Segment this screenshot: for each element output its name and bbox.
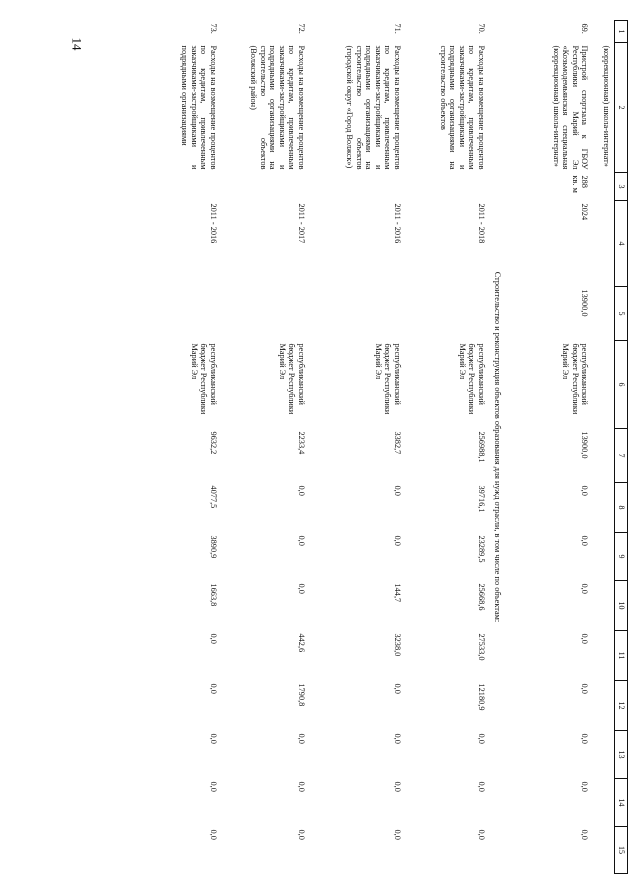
row-number: 72. [296, 23, 306, 34]
row-value: 1663,8 [208, 583, 218, 607]
col-header: 13 [615, 731, 628, 779]
col-header: 1 [615, 21, 628, 43]
row-value: 0,0 [296, 733, 306, 744]
row-cost [157, 287, 221, 341]
row-value: 3382,7 [392, 431, 402, 455]
row-value: 0,0 [296, 583, 306, 594]
table-row [405, 21, 489, 874]
row-period: 2011 - 2016 [208, 203, 218, 244]
row-number: 70. [476, 23, 486, 34]
row-capacity [157, 173, 221, 201]
col-header: 5 [615, 287, 628, 341]
row-value: 0,0 [296, 485, 306, 496]
row-value: 0,0 [580, 829, 590, 840]
row-value: 0,0 [392, 485, 402, 496]
table-row [309, 21, 405, 874]
row-capacity [405, 173, 489, 201]
row-name: Расходы на возмещение процентов по кредитам, привлеченным заказчиками-застройщиками и подрядными организациями на строительство объектов (городской округ «Город Волжск») [345, 45, 402, 170]
row-name: Расходы на возмещение процентов по кредитам, привлеченным заказчиками-застройщиками и подрядными организациями на строительство объектов (Волжский район) [249, 45, 306, 170]
col-header: 2 [615, 43, 628, 173]
row-value: 9632,2 [208, 431, 218, 455]
table-row [157, 21, 221, 874]
row-source: республиканский бюджет Республики Марий Эл [373, 343, 402, 415]
row-cost [309, 287, 405, 341]
section-row [489, 21, 509, 874]
col-header: 11 [615, 631, 628, 681]
row-cost [405, 287, 489, 341]
col-header: 7 [615, 429, 628, 483]
table-row [509, 21, 593, 874]
row-value: 0,0 [580, 781, 590, 792]
col-header: 15 [615, 827, 628, 874]
row-value: 0,0 [580, 485, 590, 496]
row-value: 0,0 [580, 633, 590, 644]
row-value: 256988,1 [476, 431, 486, 463]
row-number: 73. [208, 23, 218, 34]
row-capacity: 288 кв. м [570, 175, 590, 193]
row-value: 0,0 [296, 829, 306, 840]
col-header: 8 [615, 483, 628, 533]
row-number: 71. [392, 23, 402, 34]
row-value: 0,0 [296, 781, 306, 792]
row-value: 0,0 [208, 633, 218, 644]
row-value: 0,0 [580, 535, 590, 546]
row-value: 1790,8 [296, 683, 306, 707]
row-source: республиканский бюджет Республики Марий Эл [561, 343, 590, 415]
row-source: республиканский бюджет Республики Марий Эл [189, 343, 218, 415]
row-value: 0,0 [208, 781, 218, 792]
row-value: 0,0 [476, 733, 486, 744]
row-value: 12180,9 [476, 683, 486, 711]
row-name: Расходы на возмещение процентов по кредитам, привлеченным заказчиками-застройщиками и подрядными организациями [180, 45, 218, 170]
row-value: 0,0 [296, 535, 306, 546]
col-header: 12 [615, 681, 628, 731]
row-value: 2233,4 [296, 431, 306, 455]
row-period: 2024 [580, 203, 590, 221]
row-value: 0,0 [208, 733, 218, 744]
row-value: 0,0 [392, 683, 402, 694]
program-table [116, 20, 628, 873]
row-value: 0,0 [392, 781, 402, 792]
row-period: 2011 - 2018 [476, 203, 486, 244]
row-period: 2011 - 2017 [296, 203, 306, 244]
row-capacity [221, 173, 309, 201]
row-capacity [309, 173, 405, 201]
row-value: 27533,0 [476, 633, 486, 661]
row-cost [221, 287, 309, 341]
row-period: 2011 - 2016 [392, 203, 402, 244]
row-value: 0,0 [392, 829, 402, 840]
page-number: 14 [69, 37, 85, 51]
row-value: 25668,6 [476, 583, 486, 611]
row-value: 4077,5 [208, 485, 218, 509]
col-header: 6 [615, 341, 628, 429]
row-value: 0,0 [580, 683, 590, 694]
row-source: республиканский бюджет Республики Марий Эл [457, 343, 486, 415]
col-header: 9 [615, 533, 628, 581]
table-row [593, 21, 615, 874]
row-value: 442,6 [296, 633, 306, 653]
table-rotated-container [116, 20, 628, 873]
col-header: 3 [615, 173, 628, 201]
row-value: 3890,9 [208, 535, 218, 559]
row-value: 0,0 [580, 583, 590, 594]
row-value: 13900,0 [580, 431, 590, 459]
row-value: 0,0 [476, 781, 486, 792]
row-name: Расходы на возмещение процентов по кредитам, привлеченным заказчиками-застройщиками и подрядными организациями на строительство объектов [438, 45, 486, 170]
row-value: 23289,5 [476, 535, 486, 563]
col-header: 14 [615, 779, 628, 827]
row-value: 0,0 [580, 733, 590, 744]
row-value: 0,0 [476, 829, 486, 840]
col-header: 10 [615, 581, 628, 631]
row-value: 3238,0 [392, 633, 402, 657]
col-header: 4 [615, 201, 628, 287]
row-value: 0,0 [208, 829, 218, 840]
row-number: 69. [580, 23, 590, 34]
row-value: 0,0 [392, 535, 402, 546]
row-source: республиканский бюджет Республики Марий Эл [277, 343, 306, 415]
table-row [221, 21, 309, 874]
row-value: 0,0 [392, 733, 402, 744]
row-name: Пристрой спортзала к ГБОУ Республики Марий Эл «Козьмодемьянская специальная (коррекционная) школа-интернат» [551, 45, 590, 170]
row-name: (коррекционная) школа-интернат» [602, 45, 611, 167]
column-number-header [615, 21, 628, 874]
row-number [593, 21, 615, 43]
row-value: 39716,1 [476, 485, 486, 513]
row-value: 144,7 [392, 583, 402, 603]
section-title: Строительство и реконструкция объектов образования для нужд отрасли, в том числе по объектам: [493, 271, 503, 623]
row-value: 0,0 [208, 683, 218, 694]
row-cost: 13900,0 [580, 289, 590, 317]
